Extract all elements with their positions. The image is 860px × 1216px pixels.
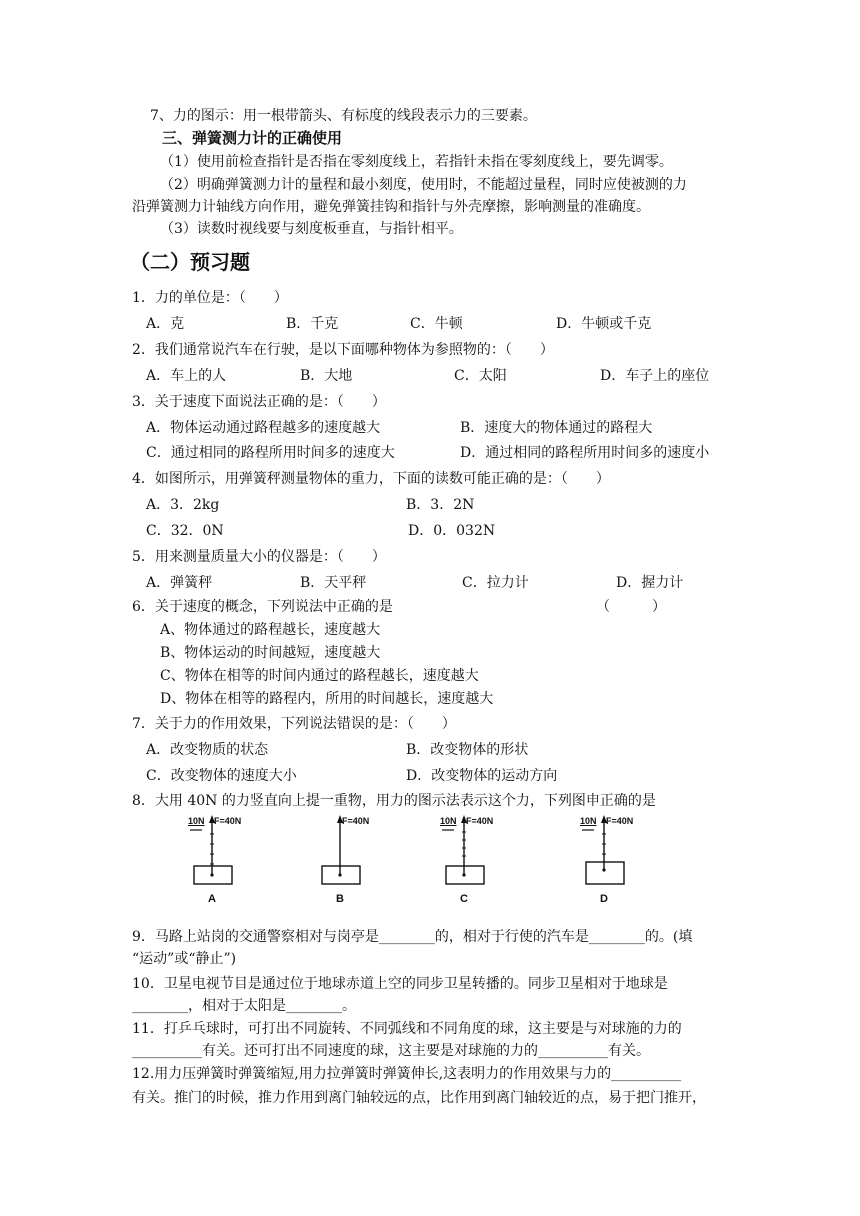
option-7b: B．改变物体的形状 — [406, 742, 529, 758]
question-10-line-2: ________，相对于太阳是________。 — [132, 998, 356, 1014]
question-7: 7．关于力的作用效果，下列说法错误的是：（ ） — [132, 716, 456, 732]
note-paragraph-1: （1）使用前检查指针是否指在零刻度线上，若指针未指在零刻度线上，要先调零。 — [160, 154, 673, 170]
figure-label-d: D — [600, 893, 608, 905]
question-5: 5．用来测量质量大小的仪器是：（ ） — [132, 549, 386, 565]
force-diagram — [188, 814, 268, 892]
figure-label-c: C — [460, 893, 468, 905]
option-1b: B．千克 — [286, 316, 339, 332]
question-12-line-1: 12.用力压弹簧时弹簧缩短,用力拉弹簧时弹簧伸长,这表明力的作用效果与力的__________ — [132, 1066, 682, 1082]
force-diagram — [440, 814, 520, 892]
figure-option-d — [580, 814, 660, 914]
note-paragraph-3: （3）读数时视线要与刻度板垂直，与指针相平。 — [160, 221, 463, 237]
scale-label: 10N — [188, 816, 205, 826]
option-7a: A．改变物质的状态 — [146, 742, 269, 758]
option-6b: B、物体运动的时间越短，速度越大 — [160, 645, 381, 661]
option-4d: D．0．032N — [408, 523, 496, 539]
question-6-answer-paren: （ ） — [596, 599, 666, 615]
figure-option-c — [440, 814, 520, 914]
question-6: 6．关于速度的概念，下列说法中正确的是 — [132, 599, 393, 615]
question-2: 2．我们通常说汽车在行驶，是以下面哪种物体为参照物的：（ ） — [132, 342, 554, 358]
force-label: F=40N — [342, 816, 370, 826]
option-6d: D、物体在相等的路程内，所用的时间越长，速度越大 — [160, 691, 494, 707]
option-2a: A．车上的人 — [146, 368, 227, 384]
question-11-line-2: __________有关。还可打出不同速度的球，这主要是对球施的力的__________有关。 — [132, 1043, 650, 1059]
option-3b: B．速度大的物体通过的路程大 — [460, 420, 653, 436]
note-item-7: 7、力的图示：用一根带箭头、有标度的线段表示力的三要素。 — [150, 108, 537, 124]
question-9-line-2: “运动”或“静止”) — [132, 951, 237, 967]
question-9-line-1: 9．马路上站岗的交通警察相对与岗亭是________的，相对于行使的汽车是________的。(填 — [132, 929, 693, 945]
option-1a: A．克 — [146, 316, 185, 332]
note-paragraph-2b: 沿弹簧测力计轴线方向作用，避免弹簧挂钩和指针与外壳摩擦，影响测量的准确度。 — [132, 199, 650, 215]
option-5a: A．弹簧秤 — [146, 575, 213, 591]
option-5b: B．天平秤 — [300, 575, 367, 591]
figure-label-b: B — [336, 893, 344, 905]
scale-label: 10N — [580, 816, 597, 826]
option-3a: A．物体运动通过路程越多的速度越大 — [146, 420, 381, 436]
question-12-line-2: 有关。推门的时候，推力作用到离门轴较远的点，比作用到离门轴较近的点，易于把门推开， — [132, 1090, 706, 1106]
question-11-line-1: 11．打乒乓球时，可打出不同旋转、不同弧线和不同角度的球，这主要是与对球施的力的 — [132, 1021, 682, 1037]
option-7c: C．改变物体的速度大小 — [146, 768, 297, 784]
option-3c: C．通过相同的路程所用时间多的速度大 — [146, 445, 395, 461]
force-label: F=40N — [606, 816, 634, 826]
option-4a: A．3．2kg — [146, 497, 220, 513]
option-2b: B．大地 — [300, 368, 353, 384]
force-label: F=40N — [214, 816, 242, 826]
option-5c: C．拉力计 — [462, 575, 529, 591]
scale-label: 10N — [440, 816, 457, 826]
option-6a: A、物体通过的路程越长，速度越大 — [160, 622, 381, 638]
section-title-spring-scale: 三、弹簧测力计的正确使用 — [162, 129, 343, 147]
option-4b: B．3．2N — [406, 497, 475, 513]
option-2d: D．车子上的座位 — [600, 368, 710, 384]
option-1d: D．牛顿或千克 — [556, 316, 652, 332]
figure-label-a: A — [208, 893, 216, 905]
option-1c: C．牛顿 — [410, 316, 463, 332]
question-8: 8．大用 40N 的力竖直向上提一重物，用力的图示法表示这个力，下列图申正确的是 — [132, 793, 656, 809]
force-diagram — [316, 814, 396, 892]
note-paragraph-2a: （2）明确弹簧测力计的量程和最小刻度，使用时，不能超过量程，同时应使被测的力 — [160, 177, 687, 193]
option-7d: D．改变物体的运动方向 — [406, 768, 558, 784]
option-6c: C、物体在相等的时间内通过的路程越长，速度越大 — [160, 668, 479, 684]
figure-option-b — [316, 814, 396, 914]
preview-title: （二）预习题 — [130, 250, 250, 274]
option-2c: C．太阳 — [454, 368, 507, 384]
question-10-line-1: 10．卫星电视节目是通过位于地球赤道上空的同步卫星转播的。同步卫星相对于地球是 — [132, 976, 668, 992]
question-4: 4．如图所示，用弹簧秤测量物体的重力，下面的读数可能正确的是：（ ） — [132, 471, 610, 487]
option-4c: C．32．0N — [146, 523, 224, 539]
question-3: 3．关于速度下面说法正确的是：（ ） — [132, 394, 386, 410]
figure-option-a — [188, 814, 268, 914]
force-label: F=40N — [466, 816, 494, 826]
question-1: 1．力的单位是：（ ） — [132, 290, 288, 306]
force-diagram — [580, 814, 660, 892]
option-3d: D．通过相同的路程所用时间多的速度小 — [460, 445, 710, 461]
option-5d: D．握力计 — [616, 575, 684, 591]
